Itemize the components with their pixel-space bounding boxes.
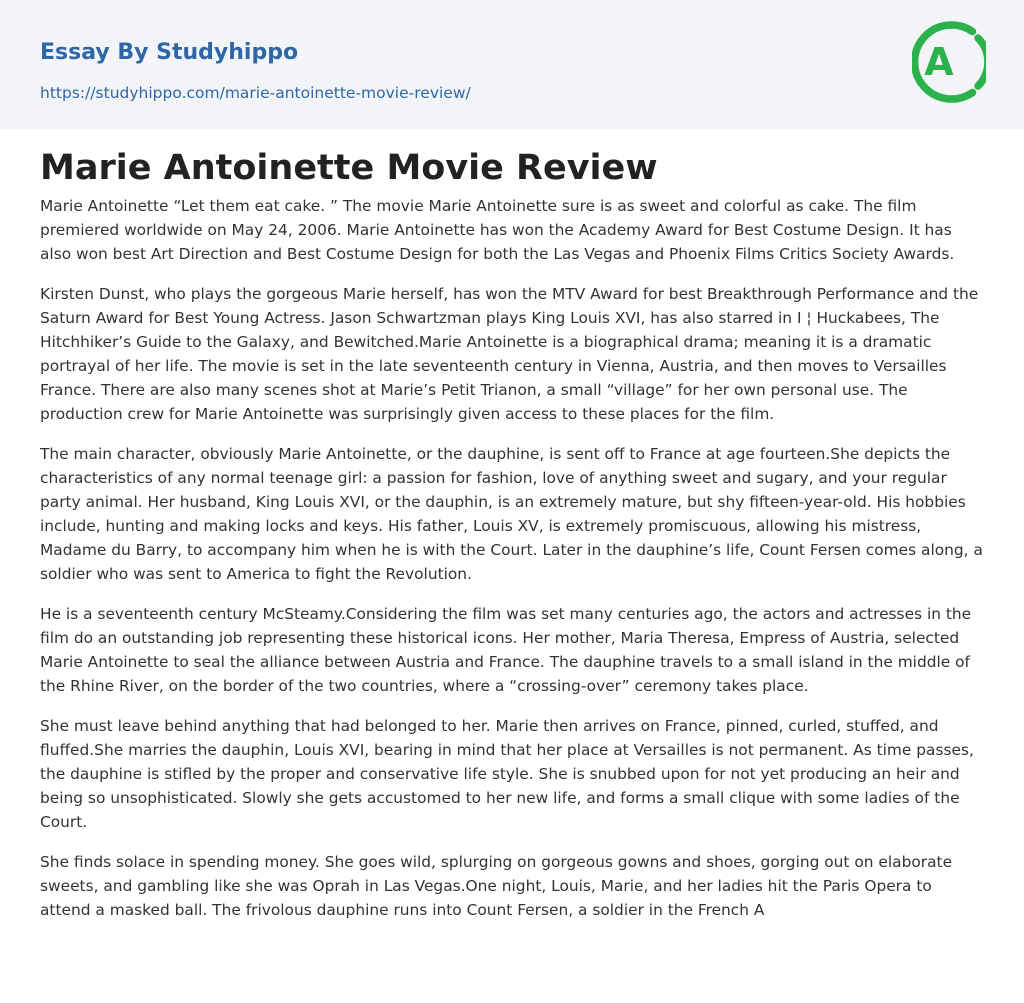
article-paragraph: He is a seventeenth century McSteamy.Considering the film was set many centuries ago, the actors and actresses in the film do an outstanding job representing these historical icons. Her mother, Maria Theresa, Empress of Austria, selected Marie Antoinette to seal the alliance between Austria and France. The dauphine travels to a small island in the middle of the Rhine River, on the border of the two countries, where a “crossing-over” ceremony takes place.: [40, 605, 972, 695]
article-paragraph: She must leave behind anything that had belonged to her. Marie then arrives on France, pinned, curled, stuffed, and fluffed.She marries the dauphin, Louis XVI, bearing in mind that her place at Versailles is not permanent. As time passes, the dauphine is stifled by the proper and conservative life style. She is snubbed upon for not yet producing an heir and being so unsophisticated. Slowly she gets accustomed to her new life, and forms a small clique with some ladies of the Court.: [40, 717, 974, 831]
article-body: [40, 194, 986, 938]
page-title: Marie Antoinette Movie Review: [40, 148, 658, 188]
article-paragraph: The main character, obviously Marie Antoinette, or the dauphine, is sent off to France at age fourteen.She depicts the characteristics of any normal teenage girl: a passion for fashion, love of anything sweet and sugary, and your regular party animal. Her husband, King Louis XVI, or the dauphin, is an extremely mature, but shy fifteen-year-old. His hobbies include, hunting and making locks and keys. His father, Louis XV, is extremely promiscuous, allowing his mistress, Madame du Barry, to accompany him when he is with the Court. Later in the dauphine’s life, Count Fersen comes along, a soldier who was sent to America to fight the Revolution.: [40, 445, 983, 583]
studyhippo-logo-icon[interactable]: [912, 20, 986, 104]
article-paragraph: Kirsten Dunst, who plays the gorgeous Marie herself, has won the MTV Award for best Breakthrough Performance and the Saturn Award for Best Young Actress. Jason Schwartzman plays King Louis XVI, has also starred in I ¦ Huckabees, The Hitchhiker’s Guide to the Galaxy, and Bewitched.Marie Antoinette is a biographical drama; meaning it is a dramatic portrayal of her life. The movie is set in the late seventeenth century in Vienna, Austria, and then moves to Versailles France. There are also many scenes shot at Marie’s Petit Trianon, a small “village” for her own personal use. The production crew for Marie Antoinette was surprisingly given access to these places for the film.: [40, 285, 979, 423]
site-brand[interactable]: Essay By Studyhippo: [40, 40, 299, 65]
page-url-link[interactable]: https://studyhippo.com/marie-antoinette-movie-review/: [40, 84, 471, 102]
article-paragraph: Marie Antoinette “Let them eat cake. ” The movie Marie Antoinette sure is as sweet and colorful as cake. The film premiered worldwide on May 24, 2006. Marie Antoinette has won the Academy Award for Best Costume Design. It has also won best Art Direction and Best Costume Design for both the Las Vegas and Phoenix Films Critics Society Awards.: [40, 197, 955, 263]
logo-letter: A: [924, 40, 954, 84]
site-header: [0, 0, 1024, 129]
article-paragraph: She finds solace in spending money. She goes wild, splurging on gorgeous gowns and shoes, gorging out on elaborate sweets, and gambling like she was Oprah in Las Vegas.One night, Louis, Marie, and her ladies hit the Paris Opera to attend a masked ball. The frivolous dauphine runs into Count Fersen, a soldier in the French A: [40, 853, 953, 919]
